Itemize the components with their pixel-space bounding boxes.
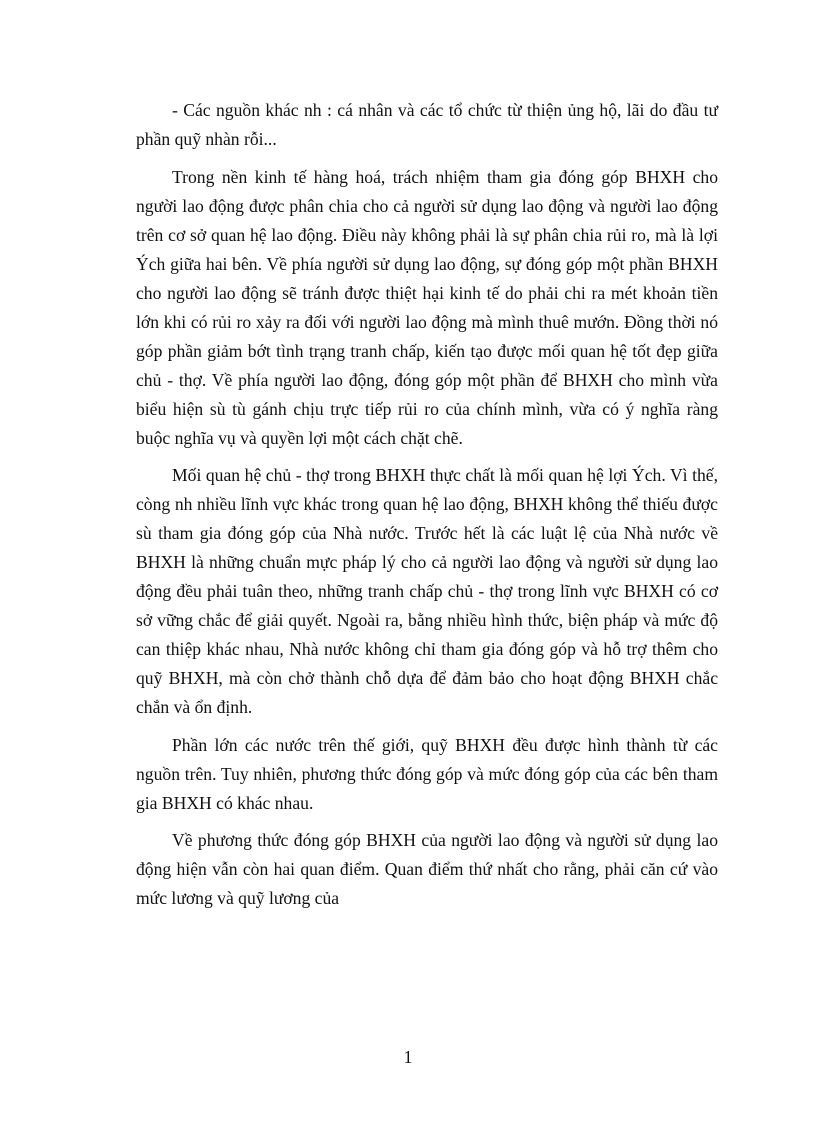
paragraph-employer-worker-relationship: Mối quan hệ chủ - thợ trong BHXH thực chất là mối quan hệ lợi Ých. Vì thế, còng nh nhiều lĩnh vực khác trong quan hệ lao động, BHXH không thể thiếu được sù tham gia đóng góp của Nhà nước. Trước hết là các luật lệ của Nhà nước về BHXH là những chuẩn mực pháp lý cho cả người lao động và người sử dụng lao động đều phải tuân theo, những tranh chấp chủ - thợ trong lĩnh vực BHXH có cơ sở vững chắc để giải quyết. Ngoài ra, bằng nhiều hình thức, biện pháp và mức độ can thiệp khác nhau, Nhà nước không chỉ tham gia đóng góp và hỗ trợ thêm cho quỹ BHXH, mà còn chở thành chỗ dựa để đảm bảo cho hoạt động BHXH chắc chắn và ổn định. — [136, 465, 718, 717]
paragraph-other-sources: - Các nguồn khác nh : cá nhân và các tổ chức từ thiện ủng hộ, lãi do đầu tư phần quỹ nhàn rỗi... — [136, 100, 718, 149]
page-number: 1 — [403, 1047, 413, 1067]
paragraph-contribution-methods: Về phương thức đóng góp BHXH của người lao động và người sử dụng lao động hiện vẫn còn hai quan điểm. Quan điểm thứ nhất cho rằng, phải căn cứ vào mức lương và quỹ lương của — [136, 830, 718, 908]
paragraph-contribution-responsibility: Trong nền kinh tế hàng hoá, trách nhiệm tham gia đóng góp BHXH cho người lao động được phân chia cho cả người sử dụng lao động và người lao động trên cơ sở quan hệ lao động. Điều này không phải là sự phân chia rủi ro, mà là lợi Ých giữa hai bên. Về phía người sử dụng lao động, sự đóng góp một phần BHXH cho người lao động sẽ tránh được thiệt hại kinh tế do phải chi ra mét khoản tiền lớn khi có rủi ro xảy ra đối với người lao động mà mình thuê mướn. Đồng thời nó góp phần giảm bớt tình trạng tranh chấp, kiến tạo được mối quan hệ tốt đẹp giữa chủ - thợ. Về phía người lao động, đóng góp một phần để BHXH cho mình vừa biểu hiện sù tù gánh chịu trực tiếp rủi ro của chính mình, vừa có ý nghĩa ràng buộc nghĩa vụ và quyền lợi một cách chặt chẽ. — [136, 166, 718, 448]
document-body — [136, 96, 718, 922]
paragraph-world-countries: Phần lớn các nước trên thế giới, quỹ BHXH đều được hình thành từ các nguồn trên. Tuy nhiên, phương thức đóng góp và mức đóng góp của các bên tham gia BHXH có khác nhau. — [136, 734, 718, 813]
